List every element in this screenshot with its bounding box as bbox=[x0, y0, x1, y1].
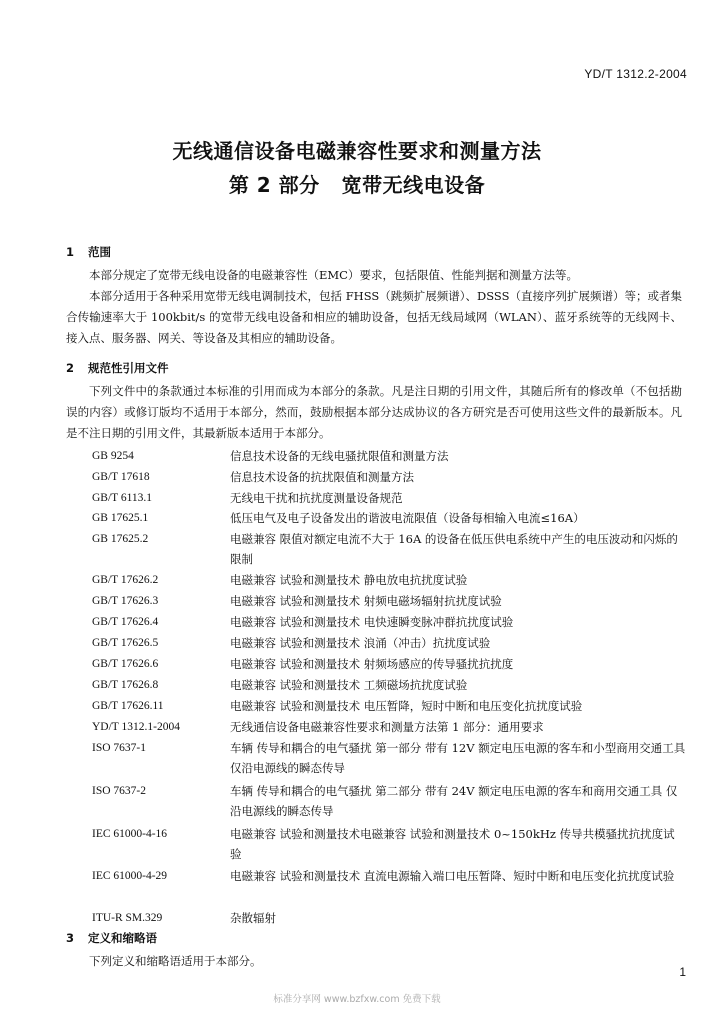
part-number: 第 2 部分 bbox=[228, 173, 320, 197]
section-3-paragraph-1: 下列定义和缩略语适用于本部分。 bbox=[89, 954, 262, 968]
reference-title: 杂散辐射 bbox=[230, 911, 276, 925]
reference-code: GB/T 17626.6 bbox=[92, 658, 159, 670]
reference-title: 车辆 传导和耦合的电气骚扰 第一部分 带有 12V 额定电压电源的客车和小型商用交通工具 仅沿电源线的瞬态传导 bbox=[230, 741, 686, 775]
reference-title: 无线电干扰和抗扰度测量设备规范 bbox=[230, 491, 403, 505]
standard-code: YD/T 1312.2-2004 bbox=[584, 67, 687, 81]
reference-code: GB/T 17626.4 bbox=[92, 616, 159, 628]
reference-code: GB/T 17626.11 bbox=[92, 700, 164, 712]
reference-code: GB/T 17626.5 bbox=[92, 637, 159, 649]
document-title: 无线通信设备电磁兼容性要求和测量方法 bbox=[172, 139, 542, 163]
reference-code: GB/T 17626.2 bbox=[92, 574, 159, 586]
section-3-heading bbox=[66, 930, 157, 946]
reference-title: 电磁兼容 试验和测量技术 工频磁场抗扰度试验 bbox=[230, 678, 468, 692]
section-1-heading bbox=[66, 244, 111, 260]
section-title: 定义和缩略语 bbox=[88, 931, 157, 945]
reference-code: YD/T 1312.1-2004 bbox=[92, 721, 180, 733]
reference-code: IEC 61000-4-16 bbox=[92, 828, 168, 840]
reference-title: 无线通信设备电磁兼容性要求和测量方法第 1 部分：通用要求 bbox=[230, 720, 544, 734]
reference-code: ITU-R SM.329 bbox=[92, 912, 163, 924]
section-number: 1 bbox=[66, 245, 75, 259]
part-title: 宽带无线电设备 bbox=[341, 173, 486, 197]
section-number: 2 bbox=[66, 361, 75, 375]
section-2-heading bbox=[66, 360, 169, 376]
document-subtitle bbox=[0, 169, 714, 198]
reference-code: GB 17625.2 bbox=[92, 533, 149, 545]
reference-code: ISO 7637-2 bbox=[92, 785, 146, 797]
reference-code: GB/T 17618 bbox=[92, 471, 150, 483]
section-2-intro: 下列文件中的条款通过本标准的引用而成为本部分的条款。凡是注日期的引用文件，其随后所有的修改单（不包括勘误的内容）或修订版均不适用于本部分，然而，鼓励根据本部分达成协议的各方研究是否可使用这些文件的最新版本。凡是不注日期的引用文件，其最新版本适用于本部分。 bbox=[66, 384, 682, 440]
page-number: 1 bbox=[679, 965, 686, 979]
reference-title: 电磁兼容 试验和测量技术 静电放电抗扰度试验 bbox=[230, 573, 468, 587]
reference-code: GB/T 6113.1 bbox=[92, 492, 153, 504]
reference-title: 电磁兼容 限值对额定电流不大于 16A 的设备在低压供电系统中产生的电压波动和闪烁的限制 bbox=[230, 532, 678, 566]
section-title: 范围 bbox=[88, 245, 111, 259]
reference-title: 信息技术设备的抗扰限值和测量方法 bbox=[230, 470, 414, 484]
reference-title: 电磁兼容 试验和测量技术 直流电源输入端口电压暂降、短时中断和电压变化抗扰度试验 bbox=[230, 869, 675, 883]
section-1-paragraph-1: 本部分规定了宽带无线电设备的电磁兼容性（EMC）要求，包括限值、性能判据和测量方法等。 bbox=[89, 268, 578, 282]
reference-code: GB/T 17626.8 bbox=[92, 679, 159, 691]
reference-code: GB 9254 bbox=[92, 450, 134, 462]
reference-title: 低压电气及电子设备发出的谐波电流限值（设备每相输入电流≤16A） bbox=[230, 511, 585, 525]
reference-title: 电磁兼容 试验和测量技术 射频电磁场辐射抗扰度试验 bbox=[230, 594, 502, 608]
reference-code: ISO 7637-1 bbox=[92, 742, 146, 754]
reference-code: GB 17625.1 bbox=[92, 512, 149, 524]
reference-title: 电磁兼容 试验和测量技术 浪涌（冲击）抗扰度试验 bbox=[230, 636, 491, 650]
reference-title: 电磁兼容 试验和测量技术 电快速瞬变脉冲群抗扰度试验 bbox=[230, 615, 514, 629]
reference-title: 电磁兼容 试验和测量技术 射频场感应的传导骚扰抗扰度 bbox=[230, 657, 514, 671]
reference-title: 电磁兼容 试验和测量技术 电压暂降，短时中断和电压变化抗扰度试验 bbox=[230, 699, 583, 713]
reference-code: IEC 61000-4-29 bbox=[92, 870, 168, 882]
reference-title: 电磁兼容 试验和测量技术电磁兼容 试验和测量技术 0~150kHz 传导共模骚扰抗扰度试验 bbox=[230, 827, 675, 861]
reference-title: 信息技术设备的无线电骚扰限值和测量方法 bbox=[230, 449, 449, 463]
section-title: 规范性引用文件 bbox=[88, 361, 169, 375]
section-number: 3 bbox=[66, 931, 75, 945]
section-1-paragraph-2: 本部分适用于各种采用宽带无线电调制技术，包括 FHSS（跳频扩展频谱）、DSSS（直接序列扩展频谱）等；或者集合传输速率大于 100kbit/s 的宽带无线电设备和相应的辅助设备，包括无线局域网（WLAN）、蓝牙系统等的无线网卡、接入点、服务器、网关、等设备及其相应的辅助设备。 bbox=[66, 289, 682, 345]
reference-title: 车辆 传导和耦合的电气骚扰 第二部分 带有 24V 额定电压电源的客车和商用交通工具 仅沿电源线的瞬态传导 bbox=[230, 784, 678, 818]
watermark: 标准分享网 www.bzfxw.com 免费下载 bbox=[273, 994, 441, 1005]
reference-code: GB/T 17626.3 bbox=[92, 595, 159, 607]
